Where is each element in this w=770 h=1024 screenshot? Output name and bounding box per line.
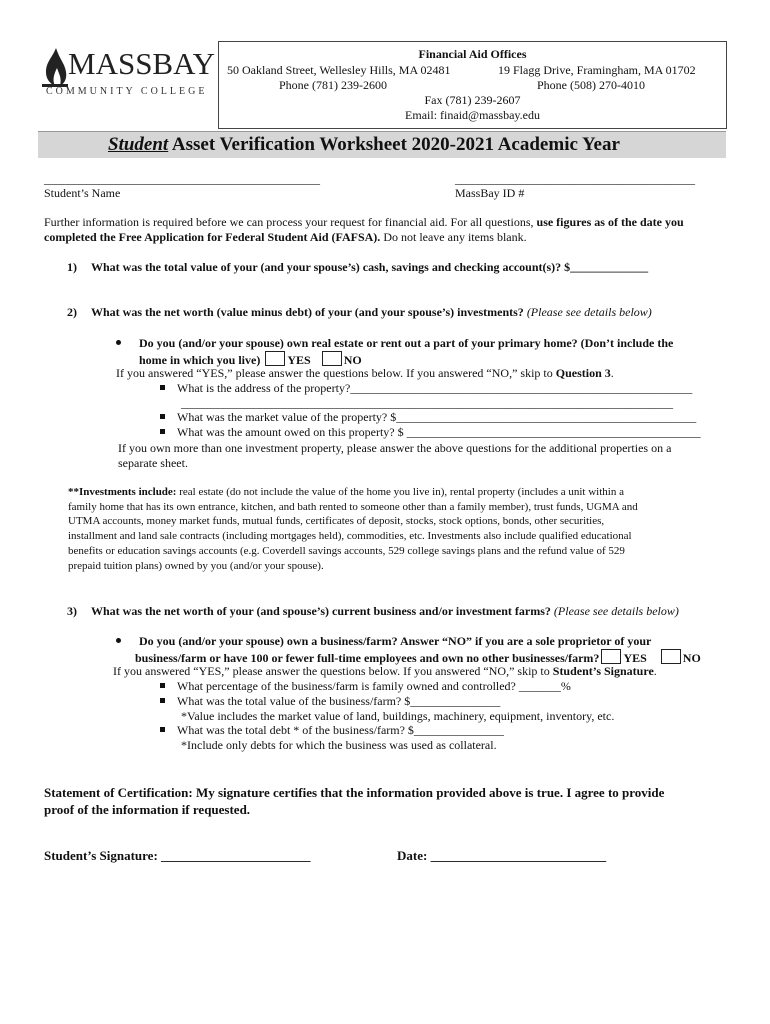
q3-yes-label: YES xyxy=(623,651,647,665)
intro-bold-2: completed the Free Application for Federal Student Aid (FAFSA). xyxy=(44,230,381,244)
q3-sub-percentage[interactable] xyxy=(160,679,571,694)
square-bullet-icon xyxy=(160,414,165,419)
certification-statement xyxy=(44,784,744,818)
q3-bullet-line2: business/farm or have 100 or fewer full-time employees and own no other businesses/farm? xyxy=(135,651,600,665)
office-fax: Fax (781) 239-2607 xyxy=(424,93,521,107)
q2-sub-market-value[interactable] xyxy=(160,410,696,425)
q3-bullet-line1: Do you (and/or your spouse) own a business/farm? Answer “NO” if you are a sole proprietor of your xyxy=(139,634,652,648)
bullet-icon xyxy=(116,340,121,345)
q3-no-label: NO xyxy=(682,651,701,665)
student-signature-field[interactable]: Student’s Signature: _______________________ xyxy=(44,848,311,863)
q3-sub-total-value-text: What was the total value of the business/farm? $_______________ xyxy=(177,694,501,708)
q3-sub-total-debt[interactable] xyxy=(160,723,504,738)
investments-line1: real estate (do not include the value of the home you live in), rental property (includes a unit within a xyxy=(176,486,624,498)
investments-line2: family home that has its own entrance, kitchen, and bath rented to someone other than a family member), trust funds, UGMA and xyxy=(68,500,638,513)
square-bullet-icon xyxy=(160,683,165,688)
bullet-icon xyxy=(116,638,121,643)
office-email: Email: finaid@massbay.edu xyxy=(405,108,540,122)
q3-bullet xyxy=(116,634,741,666)
q2-sub-address-line2[interactable]: __________________________________________________________________________________ xyxy=(181,396,673,410)
q2-more-line1: If you own more than one investment property, please answer the above questions for the additional properties on a xyxy=(118,441,672,455)
q2-sub-amount-owed-text: What was the amount owed on this property? $ _________________________________________________ xyxy=(177,425,701,439)
investments-line3: UTMA accounts, money market funds, mutual funds, certificates of deposit, stocks, stock options, bonds, other securities, xyxy=(68,515,605,528)
office-address-framingham: 19 Flagg Drive, Framingham, MA 01702 xyxy=(498,63,696,77)
square-bullet-icon xyxy=(160,727,165,732)
q2-bullet xyxy=(116,336,726,368)
square-bullet-icon xyxy=(160,429,165,434)
q2-text: What was the net worth (value minus debt) of your (and your spouse’s) investments? xyxy=(91,305,524,319)
investments-line6: prepaid tuition plans) owned by you (and/or your spouse). xyxy=(68,559,324,572)
intro-bold-1: use figures as of the date you xyxy=(536,215,684,229)
student-name-label: Student’s Name xyxy=(44,186,121,200)
page-title-emphasis: Student xyxy=(108,134,169,155)
q3-text: What was the net worth of your (and spouse’s) current business and/or investment farms? xyxy=(91,604,551,618)
q1-text[interactable]: What was the total value of your (and your spouse’s) cash, savings and checking account(s)? $_____________ xyxy=(91,260,649,274)
q3-sub-total-debt-text: What was the total debt * of the business/farm? $_______________ xyxy=(177,723,504,737)
q3-sub-percentage-text: What percentage of the business/farm is family owned and controlled? _______% xyxy=(177,679,571,693)
q2-bullet-line2: home in which you live) xyxy=(139,353,261,367)
q3-number: 3) xyxy=(67,604,77,618)
certification-line2: proof of the information if requested. xyxy=(44,802,251,817)
q2-sub-amount-owed[interactable] xyxy=(160,425,701,440)
logo-subtitle: COMMUNITY COLLEGE xyxy=(46,86,208,97)
logo-name: MASSBAY xyxy=(68,46,216,81)
square-bullet-icon xyxy=(160,385,165,390)
q3-question xyxy=(91,604,679,619)
office-phone-wellesley: Phone (781) 239-2600 xyxy=(279,78,387,92)
investments-line5: benefits or education savings accounts (e.g. Coverdell savings accounts, 529 college savings plans and the refund value of 529 xyxy=(68,544,625,557)
q2-yes-checkbox[interactable] xyxy=(265,351,285,366)
q2-skip-end: . xyxy=(610,366,614,380)
q2-question xyxy=(91,305,652,320)
q2-bullet-line1: Do you (and/or your spouse) own real estate or rent out a part of your primary home? (Don’t include the xyxy=(139,336,674,350)
square-bullet-icon xyxy=(160,698,165,703)
investments-paragraph xyxy=(68,485,738,573)
q3-sub-total-debt-note: *Include only debts for which the business was used as collateral. xyxy=(181,738,497,752)
page-title xyxy=(108,134,620,156)
intro-text: Further information is required before we can process your request for financial aid. For all questions, xyxy=(44,215,537,229)
q3-sub-total-value-note: *Value includes the market value of land, buildings, machinery, equipment, inventory, etc. xyxy=(181,709,615,723)
office-info-box xyxy=(218,41,727,129)
q2-sub-market-value-text: What was the market value of the property? $__________________________________________________ xyxy=(177,410,697,424)
q3-instructions xyxy=(113,664,657,679)
date-field[interactable]: Date: ___________________________ xyxy=(397,848,607,863)
investments-label: **Investments include: xyxy=(68,486,177,498)
investments-line4: installment and land sale contracts (including mortgages held), commodities, etc. Investments also include qualified educational xyxy=(68,530,632,543)
office-title: Financial Aid Offices xyxy=(418,47,527,61)
q1-number: 1) xyxy=(67,260,77,274)
page-title-rest: Asset Verification Worksheet 2020-2021 Academic Year xyxy=(168,134,620,155)
office-address-wellesley: 50 Oakland Street, Wellesley Hills, MA 02481 xyxy=(227,63,451,77)
intro-paragraph xyxy=(44,215,734,245)
q3-no-checkbox[interactable] xyxy=(661,649,681,664)
q3-sub-total-value[interactable] xyxy=(160,694,500,709)
massbay-id-line[interactable]: ________________________________________ xyxy=(455,172,695,186)
q3-skip-target: Student’s Signature xyxy=(552,664,654,678)
student-name-line[interactable]: ______________________________________________ xyxy=(44,172,320,186)
q3-note: (Please see details below) xyxy=(550,604,679,618)
massbay-logo xyxy=(42,46,216,100)
flame-logo-icon xyxy=(42,48,68,88)
q2-number: 2) xyxy=(67,305,77,319)
q2-yes-label: YES xyxy=(287,353,311,367)
massbay-id-label: MassBay ID # xyxy=(455,186,525,200)
intro-text-end: Do not leave any items blank. xyxy=(380,230,527,244)
q3-instructions-text: If you answered “YES,” please answer the questions below. If you answered “NO,” skip to xyxy=(113,664,553,678)
q2-sub-address-text: What is the address of the property?_________________________________________________________ xyxy=(177,381,693,395)
q2-instructions xyxy=(116,366,614,381)
q3-yes-checkbox[interactable] xyxy=(601,649,621,664)
q2-more-line2: separate sheet. xyxy=(118,456,188,470)
q2-no-checkbox[interactable] xyxy=(322,351,342,366)
q2-note: (Please see details below) xyxy=(523,305,652,319)
certification-line1: Statement of Certification: My signature certifies that the information provided above is true. I agree to provide xyxy=(44,785,665,800)
q2-skip-target: Question 3 xyxy=(555,366,611,380)
q2-instructions-text: If you answered “YES,” please answer the questions below. If you answered “NO,” skip to xyxy=(116,366,556,380)
q2-sub-address[interactable] xyxy=(160,381,692,396)
title-banner xyxy=(38,131,726,158)
q2-more-properties xyxy=(118,441,728,471)
office-phone-framingham: Phone (508) 270-4010 xyxy=(537,78,645,92)
q3-skip-end: . xyxy=(653,664,657,678)
q2-no-label: NO xyxy=(343,353,362,367)
